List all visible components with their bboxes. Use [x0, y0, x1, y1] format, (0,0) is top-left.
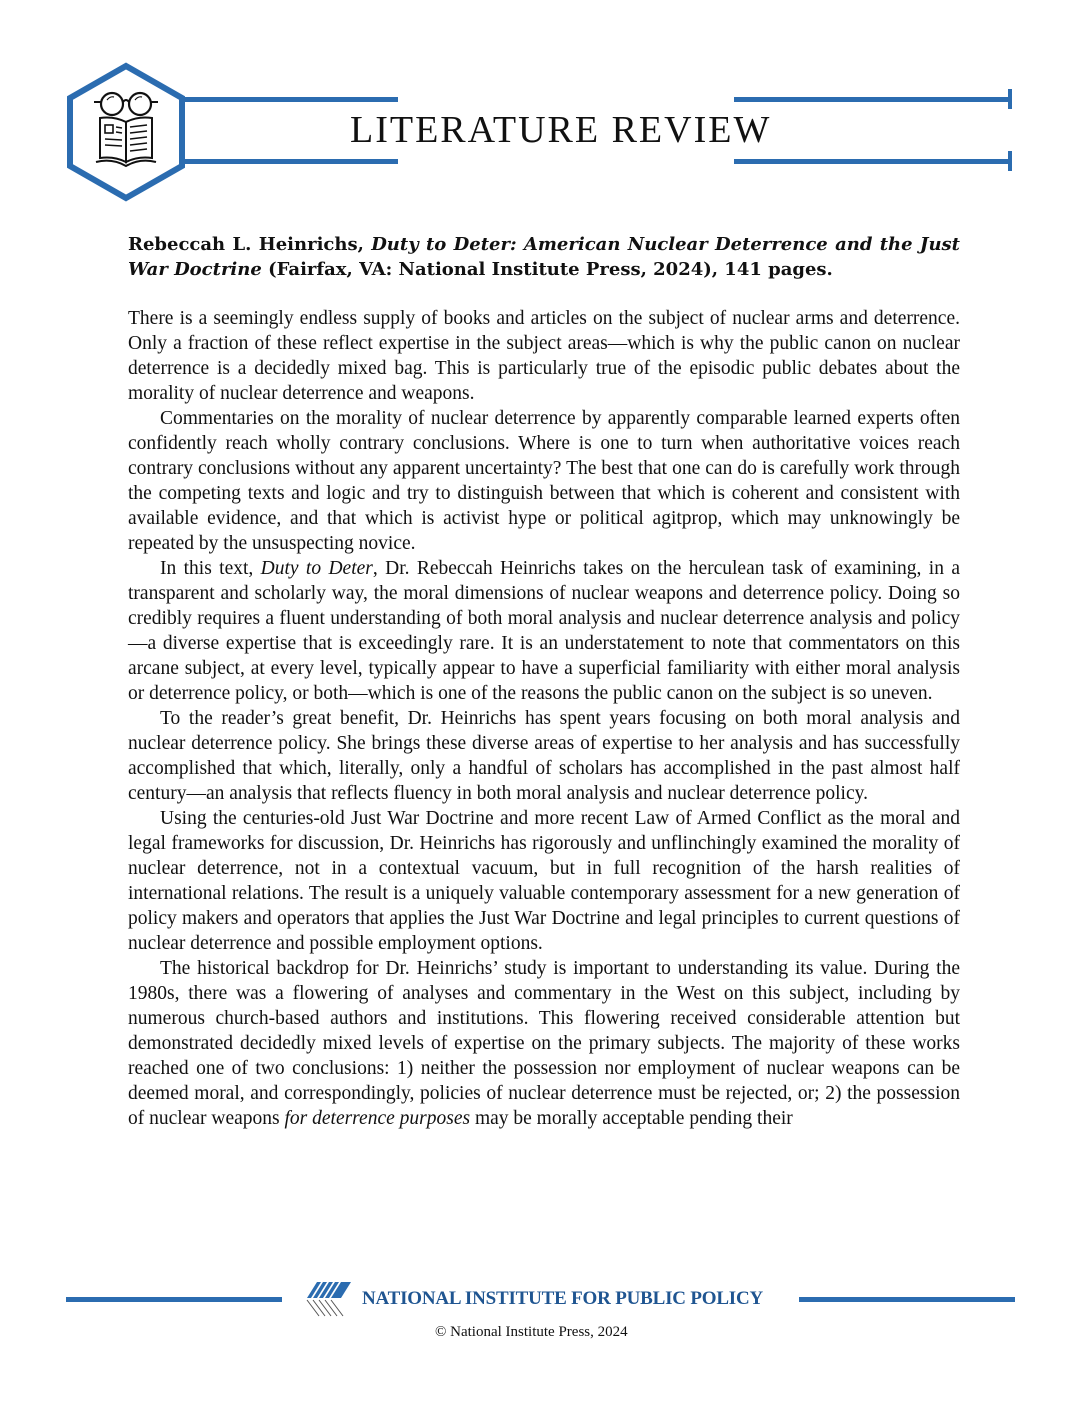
italic-book-title: Duty to Deter	[260, 558, 373, 579]
paragraph: Commentaries on the morality of nuclear deterrence by apparently comparable learned experts often confidently reach wholly contrary conclusions. Where is one to turn when authoritative voices reach contrary conclusions without any apparent uncertainty? The best that one can do is carefully work through the competing texts and logic and try to distinguish between that which is coherent and consistent with available evidence, and that which is activist hype or political agitprop, which may unknowingly be repeated by the unsuspecting novice.	[128, 408, 960, 554]
paragraph-text: , Dr. Rebeccah Heinrichs takes on the herculean task of examining, in a transparent and scholarly way, the moral dimensions of nuclear weapons and deterrence policy. Doing so credibly requires a fluent understanding of both moral analysis and nuclear deterrence analysis and policy—a diverse expertise that is exceedingly rare. It is an understatement to note that commentators on this arcane subject, at every level, typically appear to have a superficial familiarity with either moral analysis or deterrence policy, or both—which is one of the reasons the public canon on the subject is so uneven.	[128, 558, 960, 704]
paragraph-text: In this text,	[160, 558, 261, 579]
paragraph	[128, 956, 960, 1131]
page-footer	[0, 1270, 1088, 1390]
header-rule-top-right	[734, 97, 1010, 102]
copyright-notice: © National Institute Press, 2024	[435, 1324, 628, 1340]
footer-rule-right	[799, 1297, 1015, 1302]
italic-emphasis: for deterrence purposes	[284, 1108, 471, 1129]
paragraph: To the reader’s great benefit, Dr. Heinrichs has spent years focusing on both moral analysis and nuclear deterrence policy. She brings these diverse areas of expertise to her analysis and has successfully accomplished that which, literally, only a handful of scholars has accomplished in the past almost half century—an analysis that reflects fluency in both moral analysis and nuclear deterrence policy.	[128, 708, 960, 804]
citation-book-title: Duty to Deter: American Nuclear Deterrence and the Just War Doctrine	[128, 234, 960, 280]
citation-publication: (Fairfax, VA: National Institute Press, 2024), 141 pages.	[268, 259, 833, 280]
review-body	[128, 306, 960, 1131]
book-with-glasses-icon	[64, 62, 188, 202]
page-title: LITERATURE REVIEW	[350, 109, 772, 151]
header-rule-bottom-left	[180, 159, 398, 164]
header-rule-cap-top	[1008, 89, 1012, 109]
nipp-stripes-logo-icon	[303, 1280, 353, 1320]
paragraph: There is a seemingly endless supply of books and articles on the subject of nuclear arms and deterrence. Only a fraction of these reflect expertise in the subject areas—which is why the public canon on nuclear deterrence is a decidedly mixed bag. This is particularly true of the episodic public debates about the morality of nuclear deterrence and weapons.	[128, 308, 960, 404]
page-header	[0, 0, 1088, 210]
header-rule-cap-bottom	[1008, 151, 1012, 171]
organization-name: NATIONAL INSTITUTE FOR PUBLIC POLICY	[362, 1288, 764, 1309]
paragraph: Using the centuries-old Just War Doctrine and more recent Law of Armed Conflict as the moral and legal frameworks for discussion, Dr. Heinrichs has rigorously and unflinchingly examined the morality of nuclear deterrence, not in a contextual vacuum, but in full recognition of the harsh realities of international relations. The result is a uniquely valuable contemporary assessment for a new generation of policy makers and operators that applies the Just War Doctrine and legal principles to current questions of nuclear deterrence and possible employment options.	[128, 808, 960, 954]
paragraph-text: The historical backdrop for Dr. Heinrichs’ study is important to understanding its value. During the 1980s, there was a flowering of analyses and commentary in the West on this subject, including by numerous church-based authors and institutions. This flowering received considerable attention but demonstrated decidedly mixed levels of expertise on the primary subjects. The majority of these works reached one of two conclusions: 1) neither the possession nor employment of nuclear weapons can be deemed moral, and correspondingly, policies of nuclear deterrence must be rejected, or; 2) the possession of nuclear weapons	[128, 958, 960, 1129]
footer-rule-left	[66, 1297, 282, 1302]
header-rule-bottom-right	[734, 159, 1010, 164]
header-rule-top-left	[180, 97, 398, 102]
paragraph-text: may be morally acceptable pending their	[470, 1108, 793, 1129]
citation-author: Rebeccah L. Heinrichs,	[128, 234, 364, 255]
book-citation	[128, 232, 960, 282]
paragraph	[128, 556, 960, 706]
